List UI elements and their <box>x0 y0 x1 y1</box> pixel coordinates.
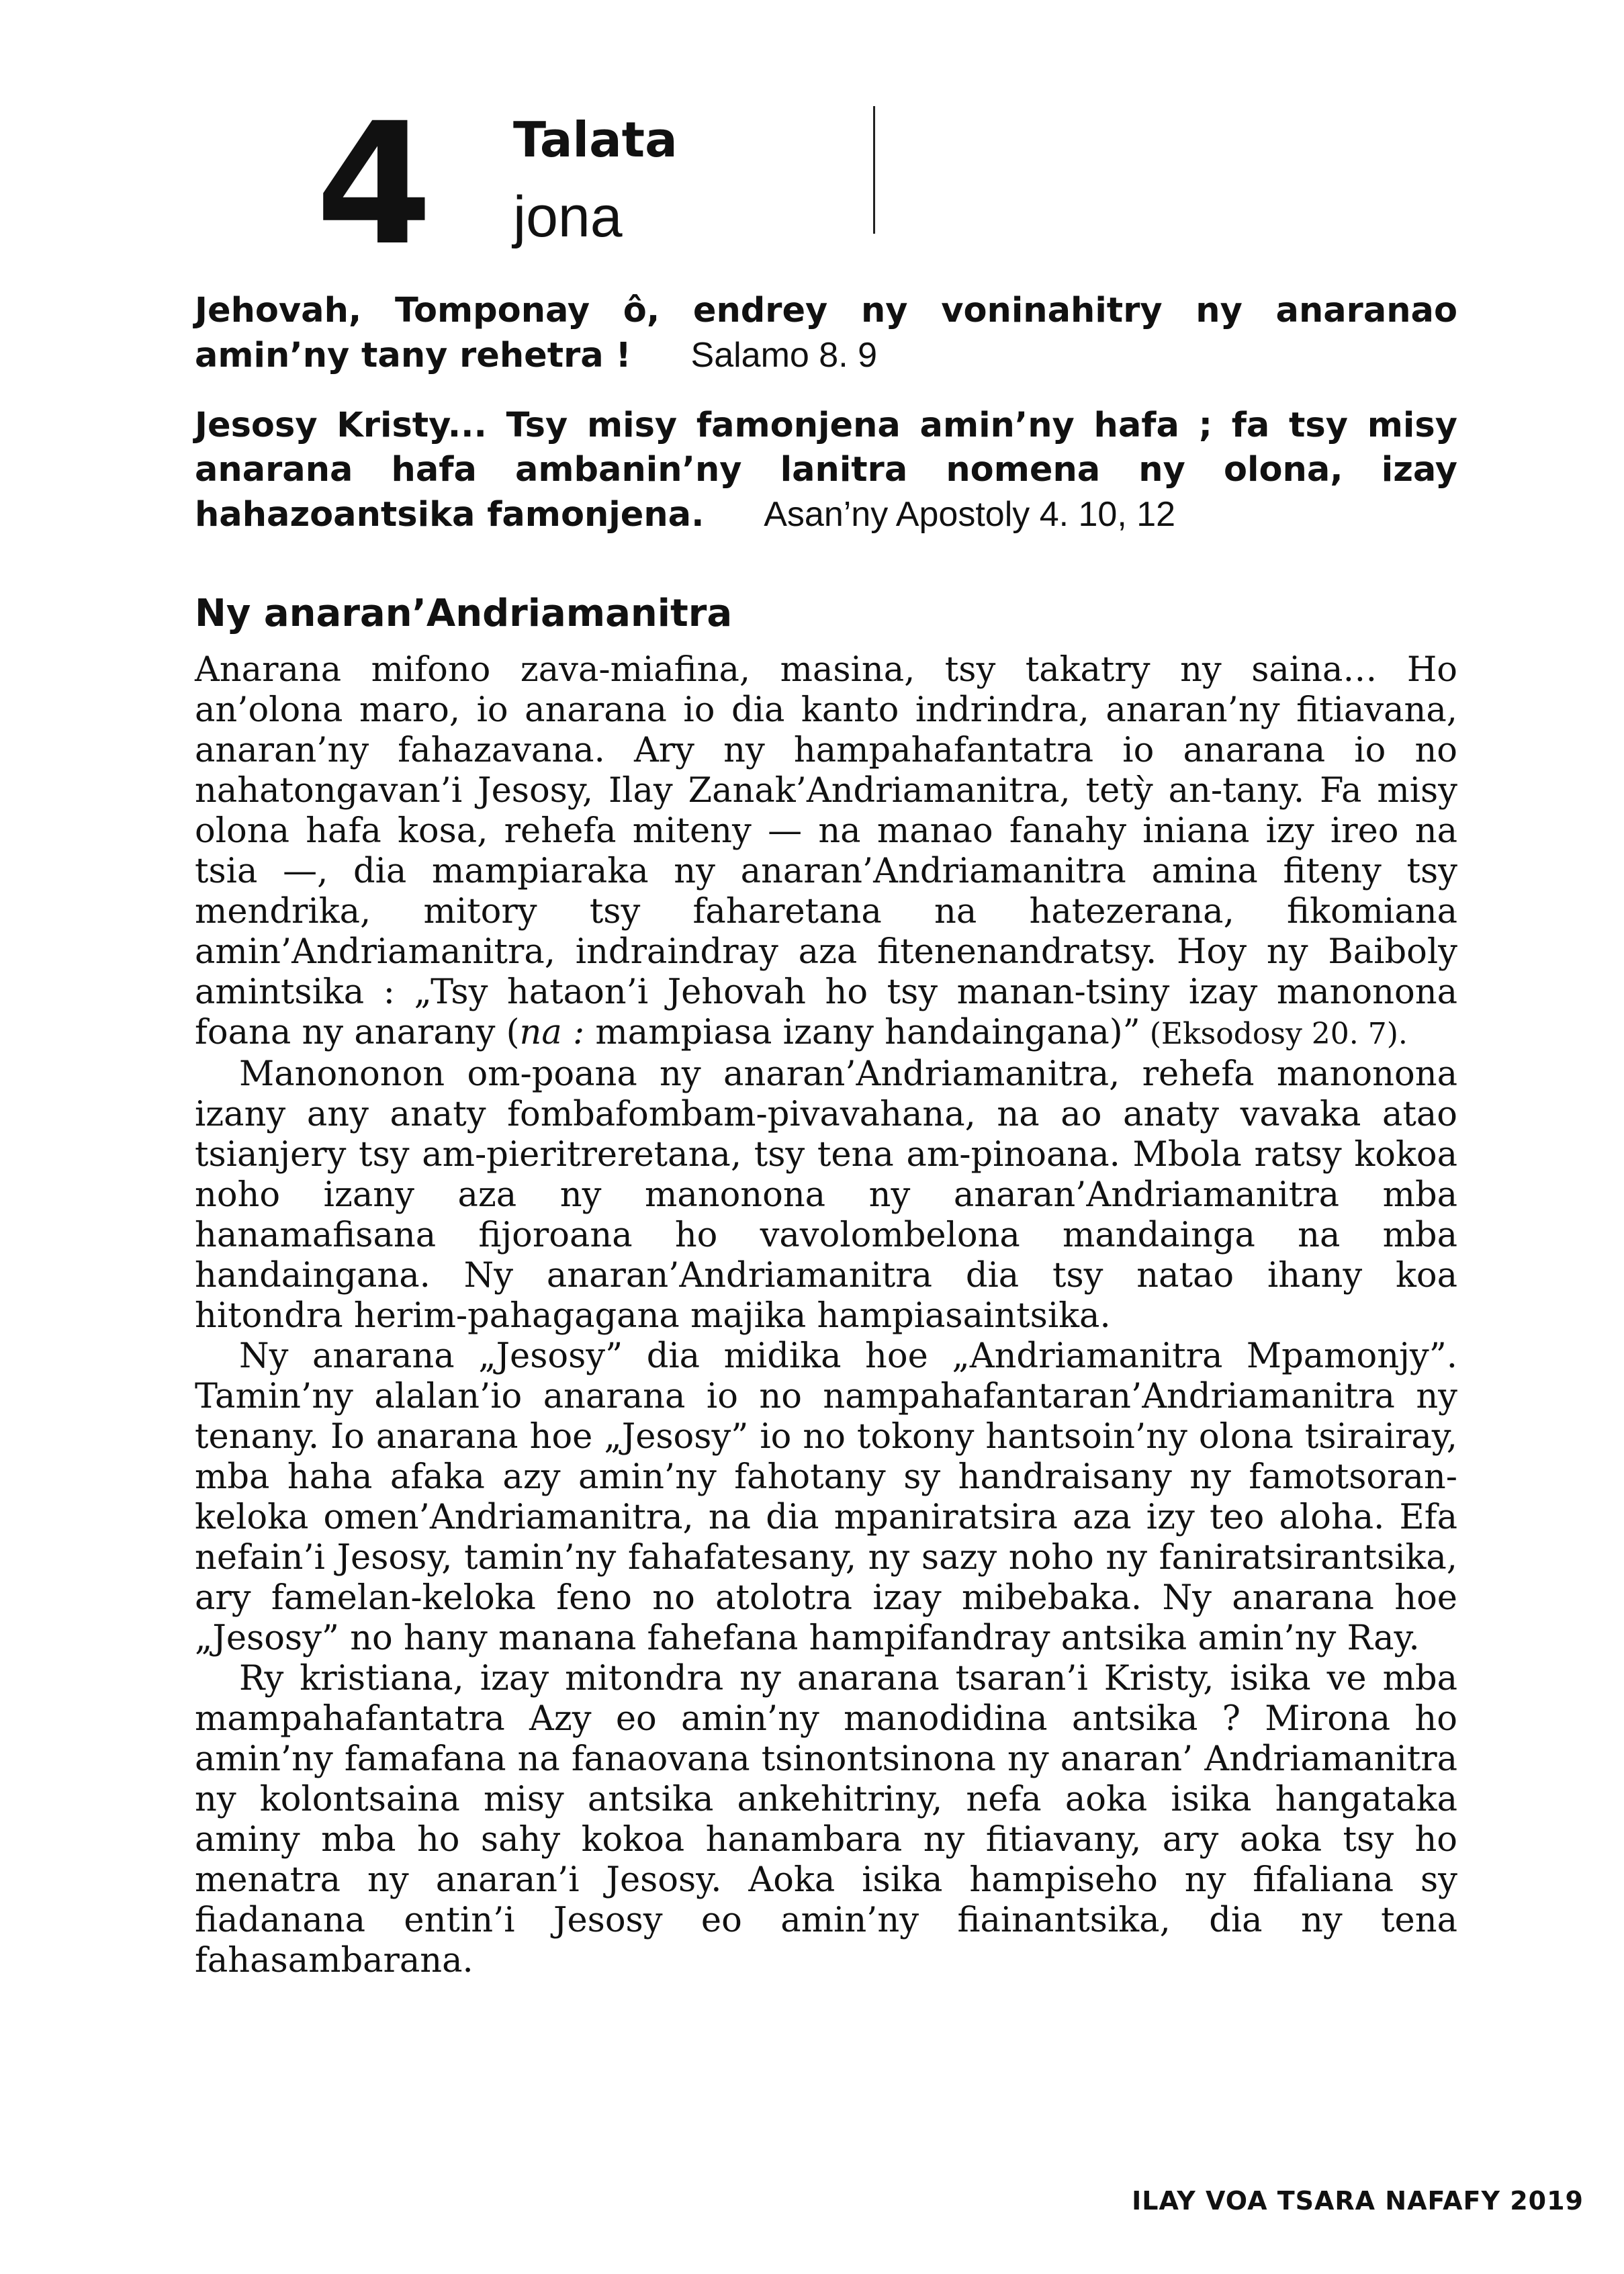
footer-publication: ILAY VOA TSARA NAFAFY 2019 <box>1132 2186 1584 2216</box>
verse-2-text: Jesosy Kristy... Tsy misy famonjena amin’ny hafa ; fa tsy misy anarana hafa ambanin’ny lanitra nomena ny olona, izay hahazoantsika famonjena. <box>195 406 1457 535</box>
paragraph-3: Ny anarana „Jesosy” dia midika hoe „Andriamanitra Mpamonjy”. Tamin’ny alalan’io anarana io no nampahafantaran’Andriamanitra ny tenany. Io anarana hoe „Jesosy” io no tokony hantsoin’ny olona tsirairay, mba haha afaka azy amin’ny fahotany sy handraisany ny famotsoran-keloka omen’Andriamanitra, na dia mpaniratsira aza izy teo aloha. Efa nefain’i Jesosy, tamin’ny fahafatesany, ny sazy noho ny faniratsirantsika, ary famelan-keloka feno no atolotra izay mibebaka. Ny anarana hoe „Jesosy” no hany manana fahefana hampifandray antsika amin’ny Ray. <box>195 1336 1457 1658</box>
paragraph-1-note: na : <box>519 1013 585 1052</box>
verse-1-text: Jehovah, Tomponay ô, endrey ny voninahitry ny anaranao amin’ny tany rehetra ! <box>195 291 1457 375</box>
day-number: 4 <box>316 87 430 282</box>
devotional-body <box>195 650 1457 1981</box>
paragraph-1 <box>195 650 1457 1054</box>
paragraph-1-text: Anarana mifono zava-miafina, masina, tsy takatry ny saina… Ho an’olona maro, io anarana io dia kanto indrindra, anaran’ny fitiavana, anaran’ny fahazavana. Ary ny hampahafantatra io anarana io no nahatongavan’i Jesosy, Ilay Zanak’Andriamanitra, tetỳ an-tany. Fa misy olona hafa kosa, rehefa miteny — na manao fanahy iniana izy ireo na tsia —, dia mampiaraka ny anaran’Andriamanitra amina fiteny tsy mendrika, mitory tsy faharetana na hatezerana, fikomiana amin’Andriamanitra, indraindray aza fitenenandratsy. Hoy ny Baiboly amintsika : „Tsy hataon’i Jehovah ho tsy manan-tsiny izay manonona foana ny anarany ( <box>195 650 1457 1052</box>
verse-2 <box>195 404 1457 537</box>
verse-1 <box>195 289 1457 378</box>
paragraph-1-text-after: mampiasa izany handaingana)” <box>584 1013 1140 1052</box>
paragraph-2: Manononon om-poana ny anaran’Andriamanitra, rehefa manonona izany any anaty fombafombam-pivavahana, na ao anaty vavaka atao tsianjery tsy am-pieritreretana, tsy tena am-pinoana. Mbola ratsy kokoa noho izany aza ny manonona ny anaran’Andriamanitra mba hanamafisana fijoroana ho vavolombelona mandainga na mba handaingana. Ny anaran’Andriamanitra dia tsy natao ihany koa hitondra herim-pahagagana majika hampiasaintsika. <box>195 1054 1457 1336</box>
verse-2-reference: Asan’ny Apostoly 4. 10, 12 <box>764 495 1176 534</box>
paragraph-1-citation: (Eksodosy 20. 7). <box>1140 1017 1408 1051</box>
verse-1-reference: Salamo 8. 9 <box>690 336 878 375</box>
header-divider <box>873 106 875 234</box>
daily-verses <box>195 289 1457 563</box>
section-title: Ny anaran’Andriamanitra <box>195 592 733 635</box>
weekday-label: Talata <box>513 111 678 168</box>
month-label: jona <box>513 185 623 249</box>
paragraph-4: Ry kristiana, izay mitondra ny anarana tsaran’i Kristy, isika ve mba mampahafantatra Azy eo amin’ny manodidina antsika ? Mirona ho amin’ny famafana na fanaovana tsinontsinona ny anaran’ Andriamanitra ny kolontsaina misy antsika ankehitriny, nefa aoka isika hangataka aminy mba ho sahy kokoa hanambara ny fitiavany, ary aoka tsy ho menatra ny anaran’i Jesosy. Aoka isika hampiseho ny fifaliana sy fiadanana entin’i Jesosy eo amin’ny fiainantsika, dia ny tena fahasambarana. <box>195 1659 1457 1981</box>
